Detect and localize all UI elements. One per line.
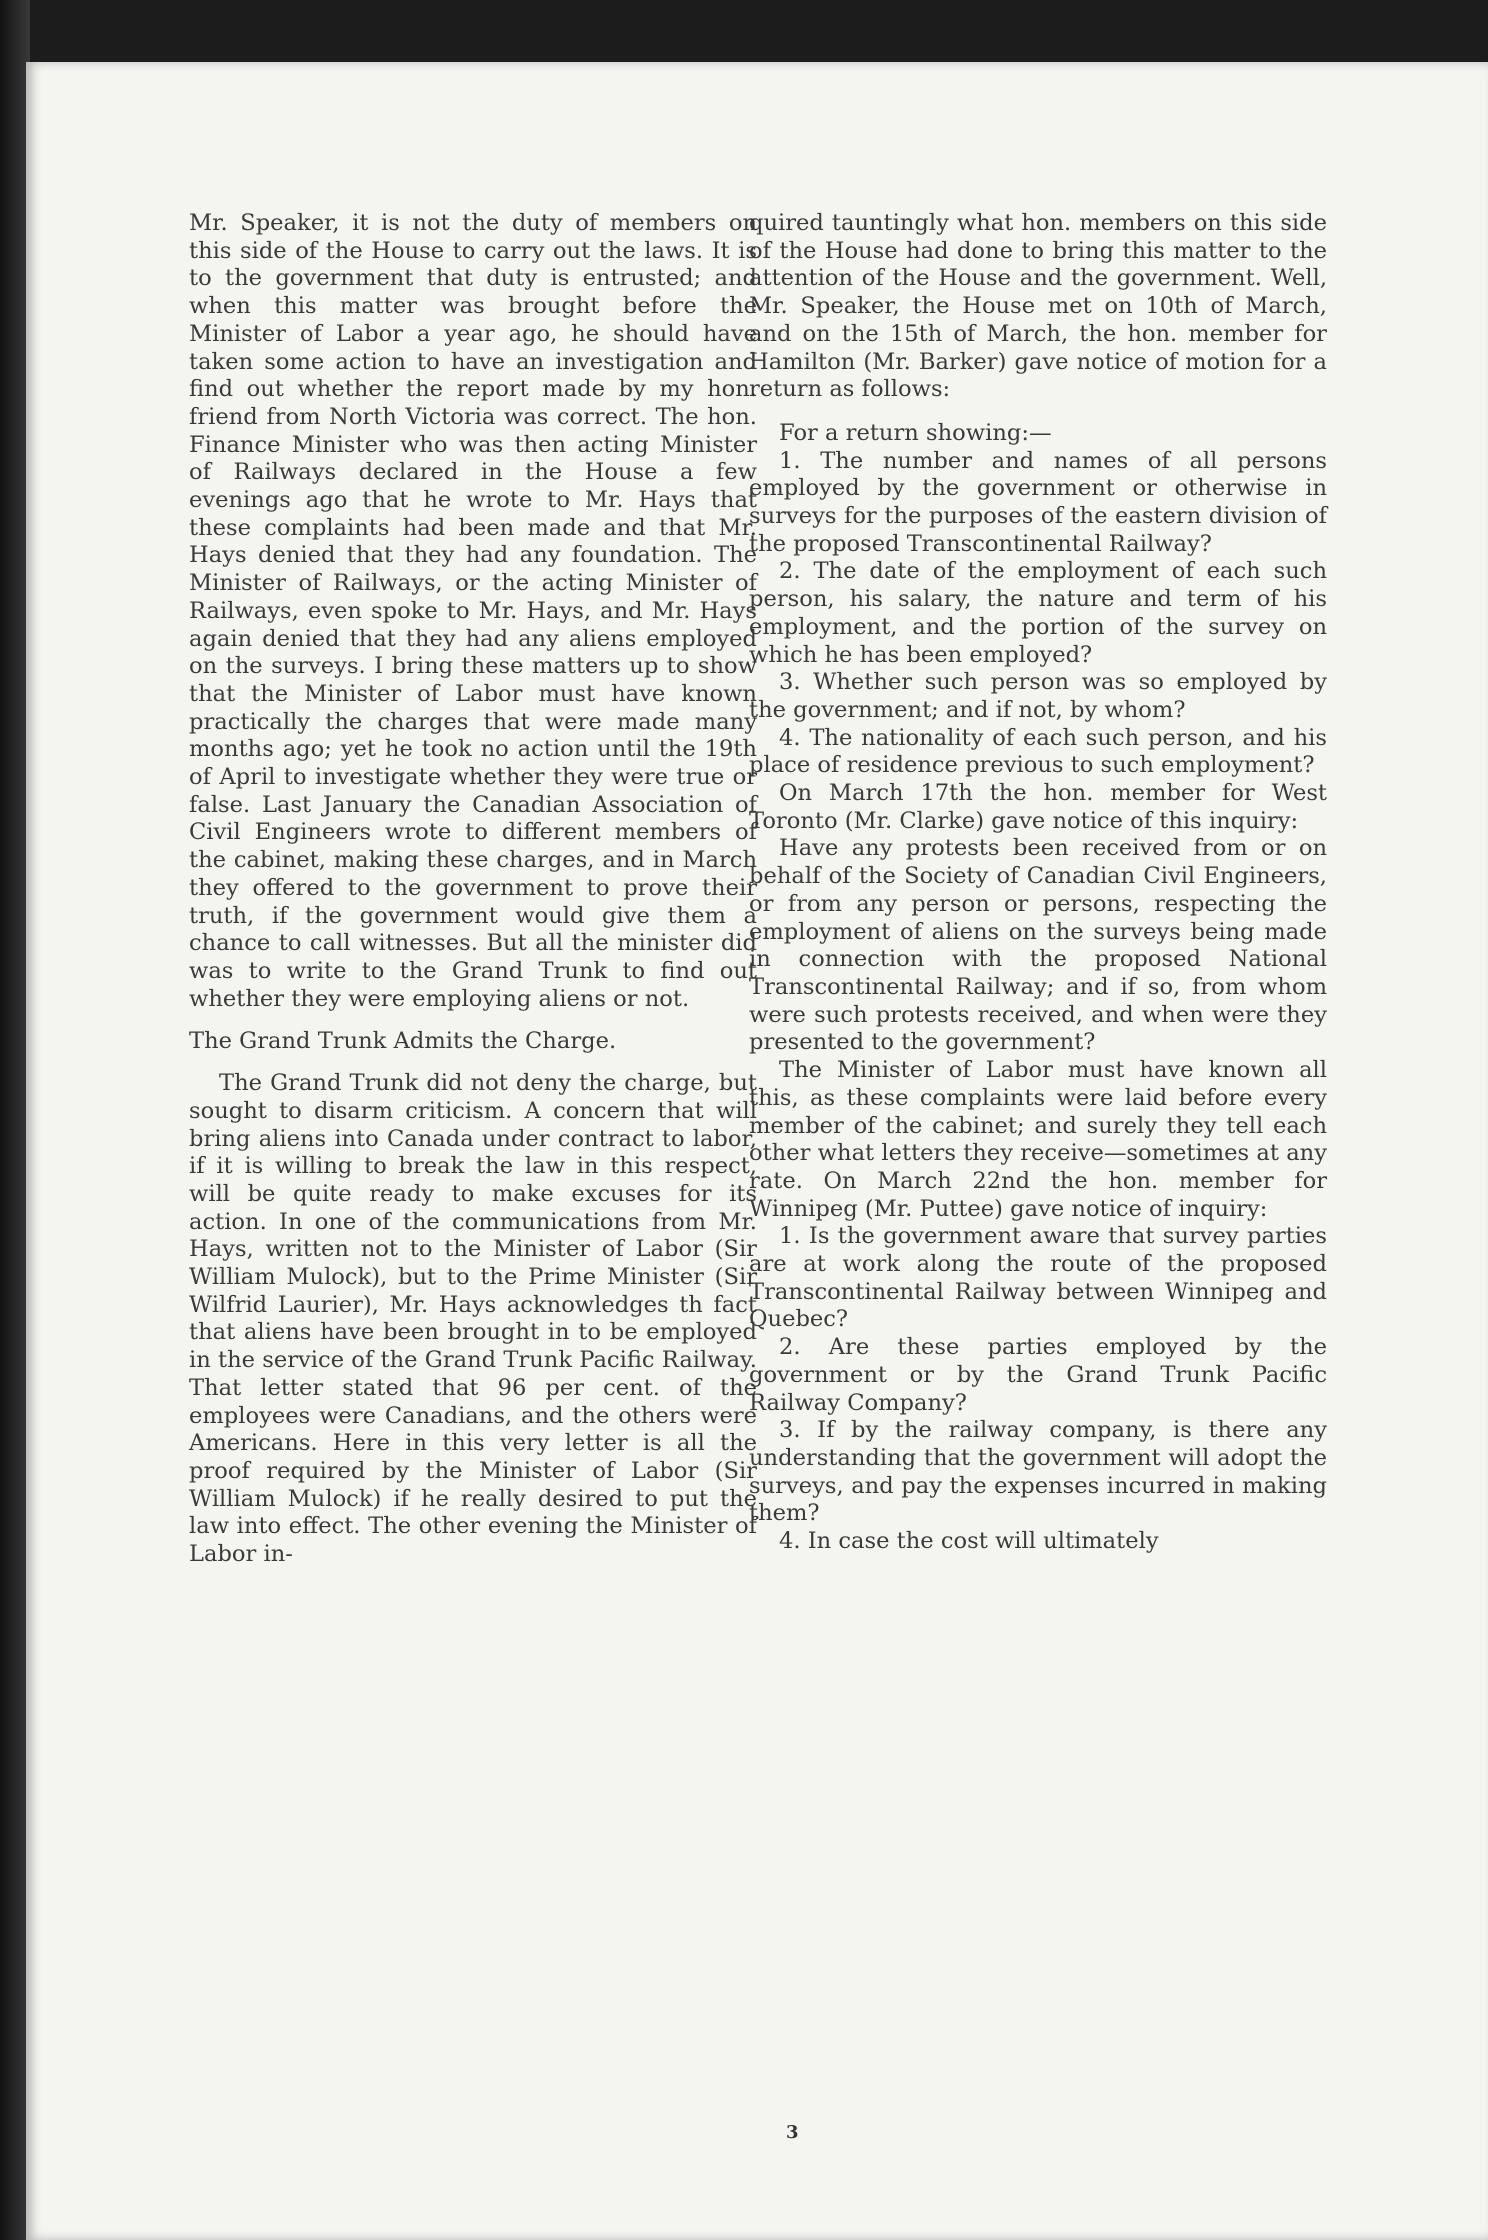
paragraph: On March 17th the hon. member for West Toronto (Mr. Clarke) gave notice of this inquiry: <box>749 780 1327 834</box>
paragraph: The Grand Trunk did not deny the charge, but sought to disarm criticism. A concern that will bring aliens into Canada under contract to labor, if it is willing to break the law in this respect, will be quite ready to make excuses for its action. In one of the communications from Mr. Hays, written not to the Minister of Labor (Sir William Mulock), but to the Prime Minister (Sir Wilfrid Laurier), Mr. Hays acknowledges th fact that aliens have been brought in to be employed in the service of the Grand Trunk Pacific Railway. That letter stated that 96 per cent. of the employees were Canadians, and the others were Americans. Here in this very letter is all the proof required by the Minister of Labor (Sir William Mulock) if he really desired to put the law into effect. The other evening the Minister of Labor in- <box>189 1070 757 1568</box>
section-heading: The Grand Trunk Admits the Charge. <box>189 1028 617 1055</box>
list-item: 3. Whether such person was so employed by the government; and if not, by whom? <box>749 669 1327 723</box>
page-number: 3 <box>786 2122 799 2143</box>
list-item: 4. The nationality of each such person, and his place of residence previous to such employment? <box>749 724 1327 779</box>
right-column <box>749 210 1327 1556</box>
list-item: 1. The number and names of all persons employed by the government or otherwise in surveys for the purposes of the eastern division of the proposed Transcontinental Railway? <box>749 447 1327 557</box>
list-item: 2. Are these parties employed by the government or by the Grand Trunk Pacific Railway Company? <box>749 1334 1327 1416</box>
list-item: 4. In case the cost will ultimately <box>779 1528 1159 1555</box>
left-column <box>189 210 757 1569</box>
paragraph: The Minister of Labor must have known all this, as these complaints were laid before every member of the cabinet; and surely they tell each other what letters they receive—sometimes at any rate. On March 22nd the hon. member for Winnipeg (Mr. Puttee) gave notice of inquiry: <box>749 1057 1327 1222</box>
list-item: 1. Is the government aware that survey parties are at work along the route of the proposed Transcontinental Railway between Winnipeg and Quebec? <box>749 1223 1327 1333</box>
list-item: 3. If by the railway company, is there any understanding that the government will adopt the surveys, and pay the expenses incurred in making them? <box>749 1417 1327 1527</box>
paragraph: For a return showing:— <box>779 419 1052 446</box>
document-page <box>26 62 1488 2240</box>
list-item: 2. The date of the employment of each such person, his salary, the nature and term of his employment, and the portion of the survey on which he has been employed? <box>749 558 1327 668</box>
paragraph: Have any protests been received from or on behalf of the Society of Canadian Civil Engineers, or from any person or persons, respecting the employment of aliens on the surveys being made in connection with the proposed National Transcontinental Railway; and if so, from whom were such protests received, and when were they presented to the government? <box>749 835 1327 1056</box>
paragraph: quired tauntingly what hon. members on this side of the House had done to bring this matter to the attention of the House and the government. Well, Mr. Speaker, the House met on 10th of March, and on the 15th of March, the hon. member for Hamilton (Mr. Barker) gave notice of motion for a return as follows: <box>749 210 1327 403</box>
paragraph: Mr. Speaker, it is not the duty of members on this side of the House to carry out the laws. It is to the government that duty is entrusted; and when this matter was brought before the Minister of Labor a year ago, he should have taken some action to have an investigation and find out whether the report made by my hon. friend from North Victoria was correct. The hon. Finance Minister who was then acting Minister of Railways declared in the House a few evenings ago that he wrote to Mr. Hays that these complaints had been made and that Mr. Hays denied that they had any foundation. The Minister of Railways, or the acting Minister of Railways, even spoke to Mr. Hays, and Mr. Hays again denied that they had any aliens employed on the surveys. I bring these matters up to show that the Minister of Labor must have known practically the charges that were made many months ago; yet he took no action until the 19th of April to investigate whether they were true or false. Last January the Canadian Association of Civil Engineers wrote to different members of the cabinet, making these charges, and in March they offered to the government to prove their truth, if the government would give them a chance to call witnesses. But all the minister did was to write to the Grand Trunk to find out whether they were employing aliens or not. <box>189 210 757 1012</box>
